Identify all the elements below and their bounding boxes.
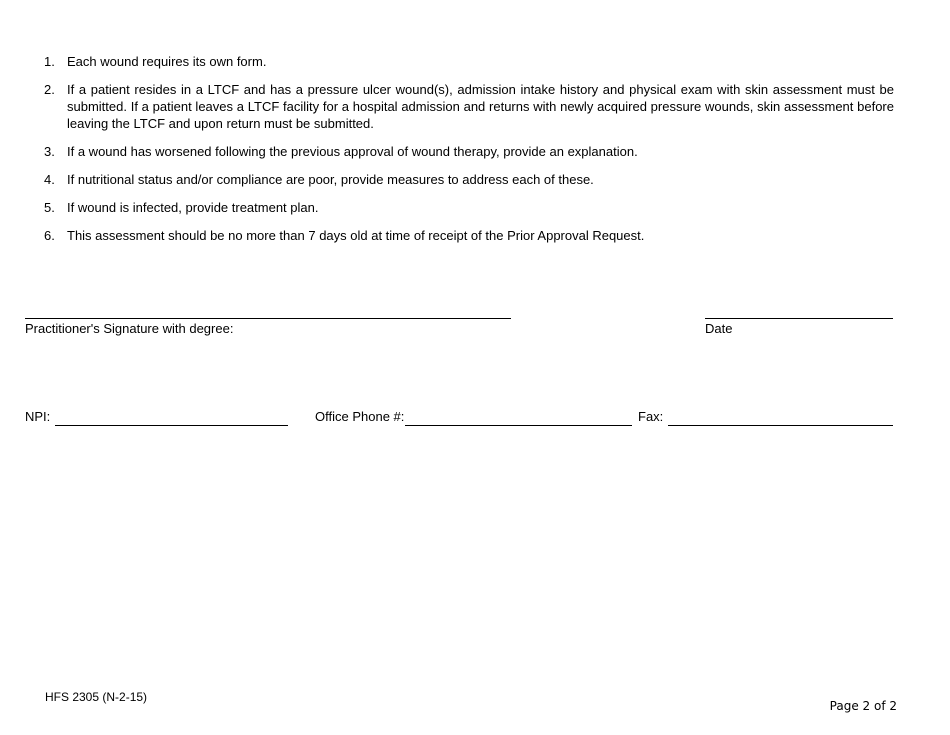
page-number: Page 2 of 2	[829, 699, 897, 713]
npi-label: NPI:	[25, 409, 51, 424]
instruction-text: This assessment should be no more than 7 days old at time of receipt of the Prior Approval Request.	[67, 228, 645, 243]
list-item: 3. If a wound has worsened following the previous approval of wound therapy, provide an explanation.	[44, 143, 894, 160]
date-line[interactable]	[705, 318, 893, 319]
instructions-list	[44, 53, 894, 255]
npi-field[interactable]	[55, 425, 288, 426]
fax-field[interactable]	[668, 425, 893, 426]
instruction-text: Each wound requires its own form.	[67, 54, 267, 69]
date-label: Date	[705, 321, 733, 336]
instruction-text: If a patient resides in a LTCF and has a pressure ulcer wound(s), admission intake history and physical exam with skin assessment must be submitted. If a patient leaves a LTCF facility for a hospital admission and returns with newly acquired pressure wounds, skin assessment before leaving the LTCF and upon return must be submitted.	[67, 82, 894, 131]
form-id: HFS 2305 (N-2-15)	[45, 690, 148, 704]
signature-label: Practitioner's Signature with degree:	[25, 321, 234, 336]
instruction-text: If nutritional status and/or compliance are poor, provide measures to address each of these.	[67, 172, 594, 187]
list-item: 1. Each wound requires its own form.	[44, 53, 894, 70]
list-item: 6. This assessment should be no more than 7 days old at time of receipt of the Prior Approval Request.	[44, 227, 894, 244]
list-item: 4. If nutritional status and/or compliance are poor, provide measures to address each of these.	[44, 171, 894, 188]
instruction-text: If wound is infected, provide treatment plan.	[67, 200, 319, 215]
office-phone-field[interactable]	[405, 425, 632, 426]
list-item: 2. If a patient resides in a LTCF and has a pressure ulcer wound(s), admission intake history and physical exam with skin assessment must be submitted. If a patient leaves a LTCF facility for a hospital admission and returns with newly acquired pressure wounds, skin assessment before leaving the LTCF and upon return must be submitted.	[44, 82, 894, 131]
signature-line[interactable]	[25, 318, 511, 319]
office-phone-label: Office Phone #:	[315, 409, 405, 424]
instruction-text: If a wound has worsened following the previous approval of wound therapy, provide an explanation.	[67, 144, 638, 159]
fax-label: Fax:	[638, 409, 664, 424]
list-item: 5. If wound is infected, provide treatment plan.	[44, 199, 894, 216]
